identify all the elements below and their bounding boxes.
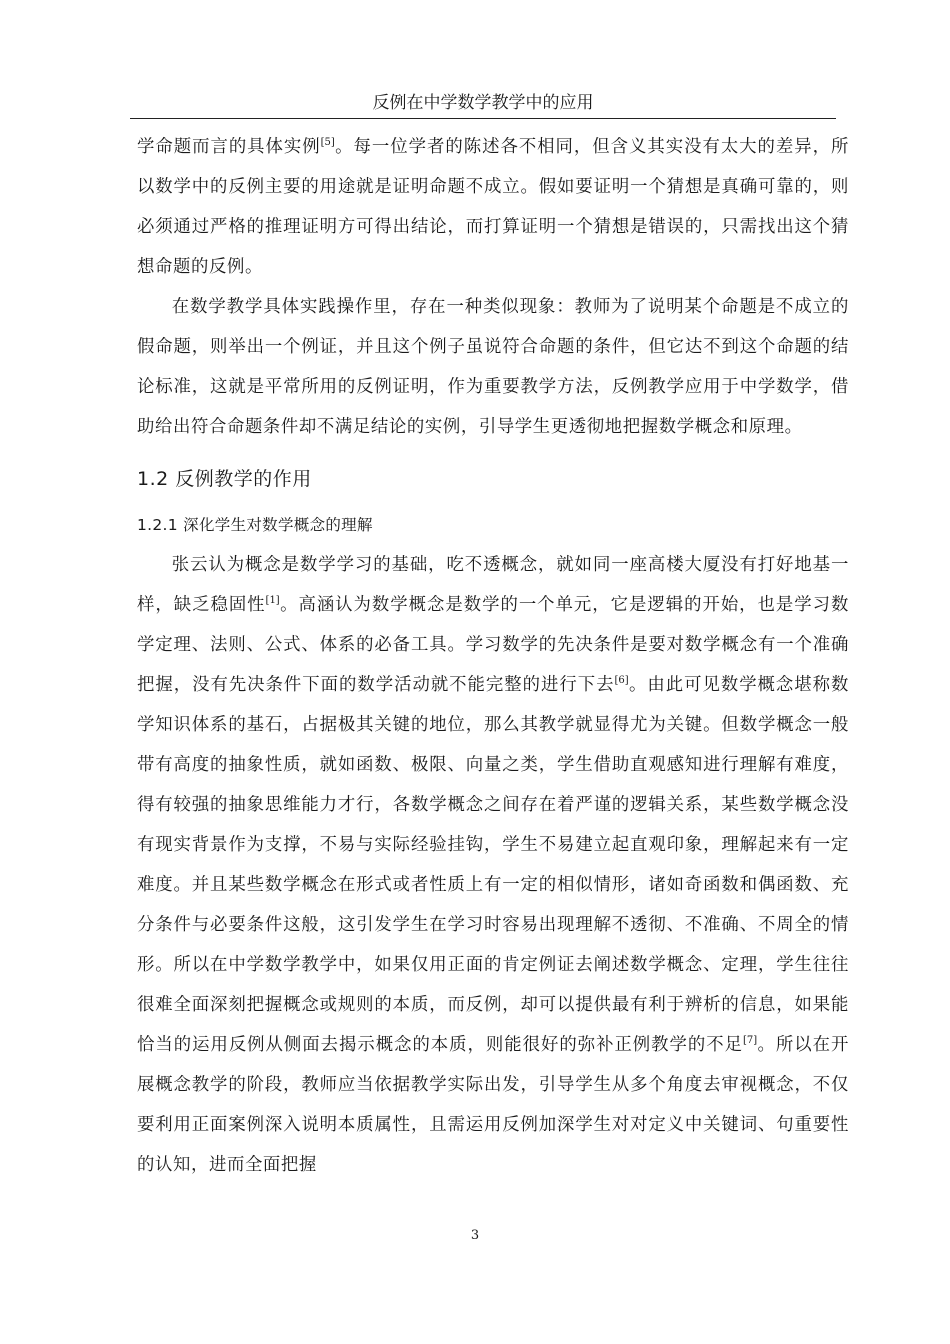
paragraph-text: 。由此可见数学概念堪称数学知识体系的基石，占据极其关键的地位，那么其教学就显得尤为关键。但数学概念一般带有高度的抽象性质，就如函数、极限、向量之类，学生借助直观感知进行理解有难度，得有较强的抽象思维能力才行，各数学概念之间存在着严谨的逻辑关系，某些数学概念没有现实背景作为支撑，不易与实际经验挂钩，学生不易建立起直观印象，理解起来有一定难度。并且某些数学概念在形式或者性质上有一定的相似情形，诸如奇函数和偶函数、充分条件与必要条件这般，这引发学生在学习时容易出现理解不透彻、不准确、不周全的情形。所以在中学数学教学中，如果仅用正面的肯定例证去阐述数学概念、定理，学生往往很难全面深刻把握概念或规则的本质，而反例，却可以提供最有利于辨析的信息，如果能恰当的运用反例从侧面去揭示概念的本质，则能很好的弥补正例教学的不足 (137, 675, 850, 1055)
running-header: 反例在中学数学教学中的应用 (372, 93, 594, 113)
paragraph-text: 张云认为概念是数学学习的基础，吃不透概念，就如同一座高楼大厦没有打好地基一样，缺乏稳固性 (137, 555, 849, 615)
body-text (137, 127, 849, 1185)
paragraph-text: 。每一位学者的陈述各不相同，但含义其实没有太大的差异，所以数学中的反例主要的用途就是证明命题不成立。假如要证明一个猜想是真确可靠的，则必须通过严格的推理证明方可得出结论，而打算证明一个猜想是错误的，只需找出这个猜想命题的反例。 (137, 137, 849, 277)
citation-marker: [1] (265, 595, 280, 607)
paragraph (137, 545, 849, 1185)
paragraph (137, 287, 849, 447)
paragraph (137, 127, 849, 287)
citation-marker: [5] (320, 137, 335, 149)
paragraph-text: 学命题而言的具体实例 (137, 137, 321, 157)
citation-marker: [7] (743, 1035, 758, 1047)
paragraph-text: 。所以在开展概念教学的阶段，教师应当依据教学实际出发，引导学生从多个角度去审视概念，不仅要利用正面案例深入说明本质属性，且需运用反例加深学生对对定义中关键词、句重要性的认知，进而全面把握 (137, 1035, 849, 1175)
paragraph-text: 在数学教学具体实践操作里，存在一种类似现象：教师为了说明某个命题是不成立的假命题，则举出一个例证，并且这个例子虽说符合命题的条件，但它达不到这个命题的结论标准，这就是平常所用的反例证明，作为重要教学方法，反例教学应用于中学数学，借助给出符合命题条件却不满足结论的实例，引导学生更透彻地把握数学概念和原理。 (137, 297, 849, 437)
page-number: 3 (470, 1228, 480, 1243)
section-heading: 1.2 反例教学的作用 (137, 468, 312, 490)
header-rule (130, 118, 836, 119)
subsection-paragraphs (137, 545, 849, 1185)
intro-paragraphs (137, 127, 849, 447)
citation-marker: [6] (614, 675, 629, 687)
paragraph-text: 。高涵认为数学概念是数学的一个单元，它是逻辑的开始，也是学习数学定理、法则、公式、体系的必备工具。学习数学的先决条件是要对数学概念有一个准确把握，没有先决条件下面的数学活动就不能完整的进行下去 (137, 595, 849, 695)
subsection-heading: 1.2.1 深化学生对数学概念的理解 (137, 516, 373, 534)
